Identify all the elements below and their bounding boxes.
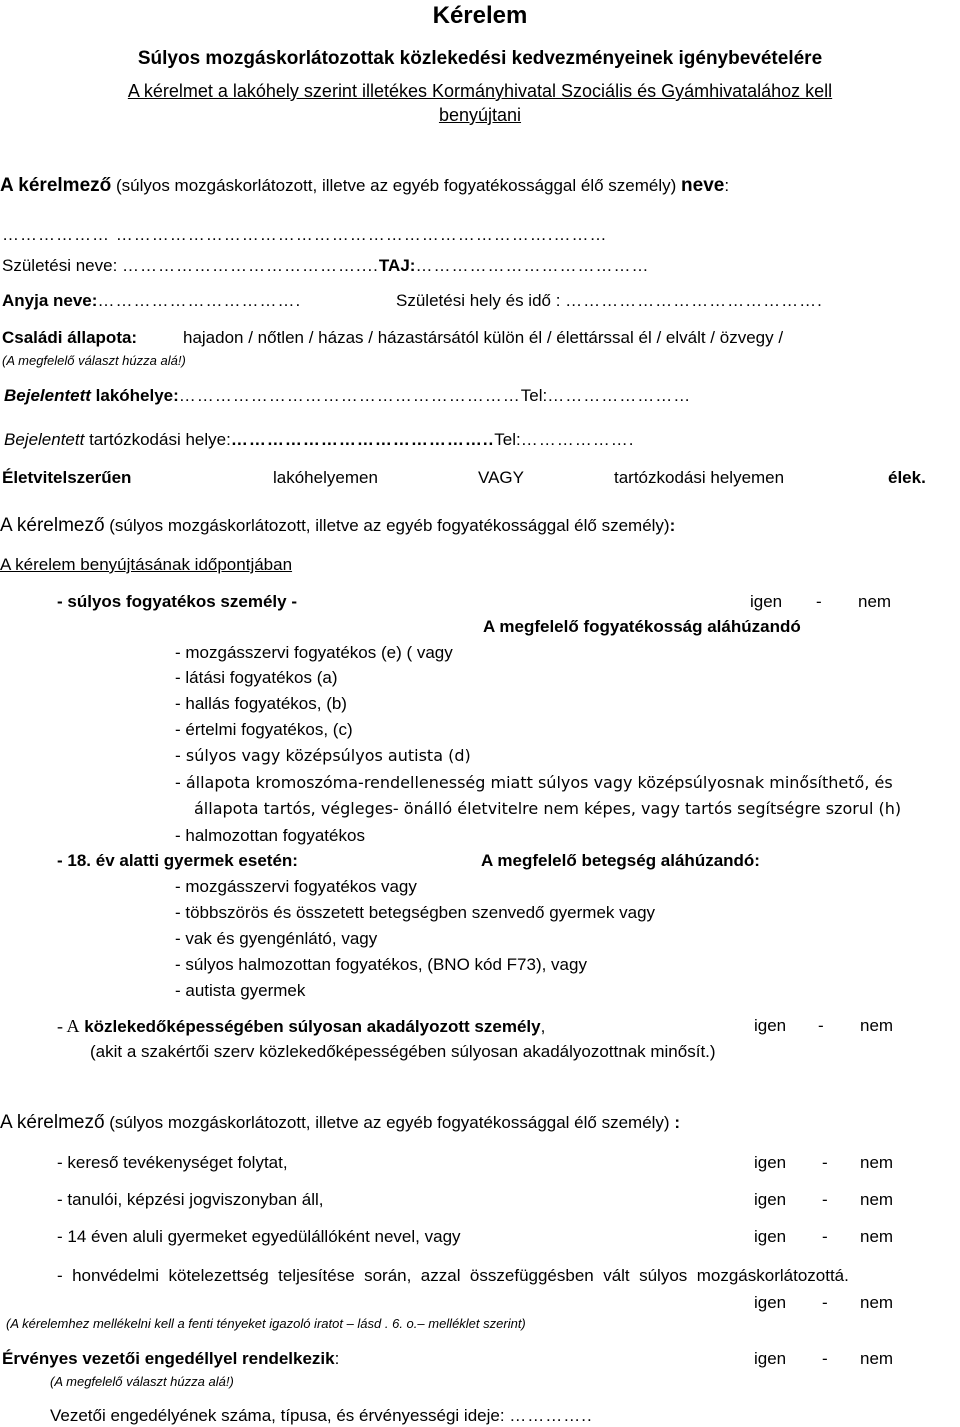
applicant-heading-mid: (súlyos mozgáskorlátozott, illetve az egyéb fogyatékossággal élő személy) [111, 176, 682, 195]
single-parent-label: - 14 éven aluli gyermeket egyedülállóként nevel, vagy [57, 1227, 461, 1246]
license-number-label: Vezetői engedélyének száma, típusa, és érvényességi ideje: [50, 1406, 510, 1425]
section3-heading-bold: A kérelmező [0, 1112, 105, 1133]
applicant-heading-colon: : [724, 176, 730, 195]
disability-item[interactable]: - hallás fogyatékos, (b) [175, 694, 347, 713]
student-dash: - [822, 1190, 828, 1209]
military-label: - honvédelmi kötelezettség teljesítése során, azzal összefüggésben vált súlyos mozgáskorlátozottá. [57, 1266, 849, 1285]
disability-item[interactable]: - súlyos vagy középsúlyos autista (d) [175, 746, 471, 765]
living-word-3: VAGY [478, 468, 524, 487]
instruction-line-1: A kérelmet a lakóhely szerint illetékes Kormányhivatal Szociális és Gyámhivatalához kell [127, 81, 833, 101]
mother-name-field[interactable]: ……………………………. [97, 291, 302, 310]
under18-label: - 18. év alatti gyermek esetén: [57, 851, 298, 870]
stay-label-italic: Bejelentett [4, 430, 85, 449]
submission-time-label: A kérelem benyújtásának időpontjában [0, 555, 293, 574]
form-title: Kérelem [432, 2, 528, 29]
transport-no[interactable]: nem [860, 1016, 894, 1035]
transport-note: (akit a szakértői szerv közlekedőképességében súlyosan akadályozottnak minősít.) [90, 1042, 716, 1061]
single-parent-no[interactable]: nem [860, 1227, 894, 1246]
birth-name-row [2, 256, 649, 276]
transport-label: közlekedőképességében súlyosan akadályozott személy [79, 1017, 541, 1036]
attachment-note: (A kérelemhez mellékelni kell a fenti tényeket igazoló iratot – lásd . 6. o.– melléklet szerint) [6, 1316, 526, 1331]
instruction-line-2: benyújtani [438, 105, 522, 125]
transport-row [57, 1016, 545, 1037]
child-item[interactable]: - többszörös és összetett betegségben szenvedő gyermek vagy [175, 903, 656, 922]
student-no[interactable]: nem [860, 1190, 894, 1209]
living-word-4[interactable]: tartózkodási helyemen [614, 468, 785, 487]
stay-tel-label: Tel: [494, 430, 521, 449]
residence-row [4, 386, 691, 406]
section2-heading-mid: (súlyos mozgáskorlátozott, illetve az egyéb fogyatékossággal élő személy) [104, 516, 670, 535]
section3-heading-mid: (súlyos mozgáskorlátozott, illetve az egyéb fogyatékossággal élő személy) [104, 1113, 675, 1132]
marital-status-note: (A megfelelő választ húzza alá!) [2, 353, 186, 368]
single-parent-dash: - [822, 1227, 828, 1246]
license-number-row [50, 1406, 593, 1426]
residence-tel-label: Tel: [520, 386, 548, 405]
military-dash: - [822, 1293, 828, 1312]
student-yes[interactable]: igen [754, 1190, 787, 1209]
stay-row [4, 430, 634, 450]
underline-note: A megfelelő fogyatékosság aláhúzandó [483, 617, 801, 636]
license-note: (A megfelelő választ húzza alá!) [50, 1374, 234, 1389]
single-parent-yes[interactable]: igen [754, 1227, 787, 1246]
taj-field[interactable]: ………………………………… [415, 256, 650, 275]
severe-no[interactable]: nem [858, 592, 892, 611]
transport-yes[interactable]: igen [754, 1016, 787, 1035]
employment-label: - kereső tevékenységet folytat, [57, 1153, 288, 1172]
section2-heading-end: : [669, 516, 676, 535]
severe-yes[interactable]: igen [750, 592, 783, 611]
disability-item[interactable]: állapota tartós, végleges- önálló életvitelre nem képes, vagy tartós segítségre szorul (h) [194, 799, 902, 818]
applicant-heading-end: neve [681, 175, 725, 196]
stay-tel-field[interactable]: ………………. [520, 430, 635, 449]
license-row [2, 1349, 339, 1369]
marital-status-label: Családi állapota: [2, 328, 138, 347]
license-number-field[interactable]: ………….. [509, 1406, 593, 1425]
license-no[interactable]: nem [860, 1349, 894, 1368]
disability-item[interactable]: - halmozottan fogyatékos [175, 826, 365, 845]
severe-dash: - [816, 592, 822, 611]
transport-comma: , [540, 1017, 546, 1036]
disability-item[interactable]: - állapota kromoszóma-rendellenesség miatt súlyos vagy középsúlyosnak minősíthető, és [175, 773, 893, 792]
section2-heading [0, 514, 675, 538]
employment-no[interactable]: nem [860, 1153, 894, 1172]
marital-status-options[interactable]: hajadon / nőtlen / házas / házastársától külön él / élettárssal él / elvált / özvegy / [183, 328, 784, 347]
section3-heading-end: : [674, 1113, 680, 1132]
child-item[interactable]: - súlyos halmozottan fogyatékos, (BNO kód F73), vagy [175, 955, 587, 974]
employment-dash: - [822, 1153, 828, 1172]
birth-place-row [396, 291, 823, 311]
section2-heading-bold: A kérelmező [0, 515, 105, 536]
residence-field[interactable]: ………………………………………………… [178, 386, 521, 405]
employment-yes[interactable]: igen [754, 1153, 787, 1172]
child-item[interactable]: - mozgásszervi fogyatékos vagy [175, 877, 417, 896]
living-word-5: élek. [888, 468, 926, 487]
license-yes[interactable]: igen [754, 1349, 787, 1368]
stay-field[interactable]: …………………………………….. [230, 430, 495, 449]
license-label: Érvényes vezetői engedéllyel rendelkezik [2, 1349, 335, 1368]
birth-place-field[interactable]: ……………………………………. [565, 291, 823, 310]
living-word-1: Életvitelszerűen [2, 468, 132, 487]
disability-item[interactable]: - értelmi fogyatékos, (c) [175, 720, 353, 739]
birth-name-field[interactable]: ………………………………….... [122, 256, 379, 275]
applicant-heading [0, 174, 729, 198]
residence-tel-field[interactable]: …………………… [547, 386, 692, 405]
military-yes[interactable]: igen [754, 1293, 787, 1312]
section3-heading [0, 1111, 680, 1135]
birth-name-label: Születési neve: [2, 256, 123, 275]
student-label: - tanulói, képzési jogviszonyban áll, [57, 1190, 324, 1209]
taj-label: TAJ: [378, 256, 416, 275]
applicant-heading-bold: A kérelmező [0, 175, 112, 196]
mother-name-label: Anyja neve: [2, 291, 98, 310]
under18-note: A megfelelő betegség aláhúzandó: [481, 851, 760, 870]
military-no[interactable]: nem [860, 1293, 894, 1312]
stay-label: tartózkodási helye: [84, 430, 231, 449]
severe-disabled-label: - súlyos fogyatékos személy - [57, 592, 297, 611]
license-colon: : [334, 1349, 340, 1368]
form-subtitle: Súlyos mozgáskorlátozottak közlekedési kedvezményeinek igénybevételére [137, 48, 823, 69]
birth-place-label: Születési hely és idő : [396, 291, 566, 310]
mother-name-row [2, 291, 301, 311]
child-item[interactable]: - autista gyermek [175, 981, 306, 1000]
residence-label: lakóhelye: [90, 386, 179, 405]
license-dash: - [822, 1349, 828, 1368]
transport-dash2: - [818, 1016, 824, 1035]
child-item[interactable]: - vak és gyengénlátó, vagy [175, 929, 378, 948]
transport-dash: - A [57, 1016, 80, 1036]
disability-item[interactable]: - mozgásszervi fogyatékos (e) ( vagy [175, 643, 453, 662]
residence-label-italic: Bejelentett [4, 386, 91, 405]
name-dotted-line[interactable]: ……………… ……………………………………………………………….……… [2, 225, 608, 244]
living-word-2[interactable]: lakóhelyemen [273, 468, 378, 487]
disability-item[interactable]: - látási fogyatékos (a) [175, 668, 338, 687]
